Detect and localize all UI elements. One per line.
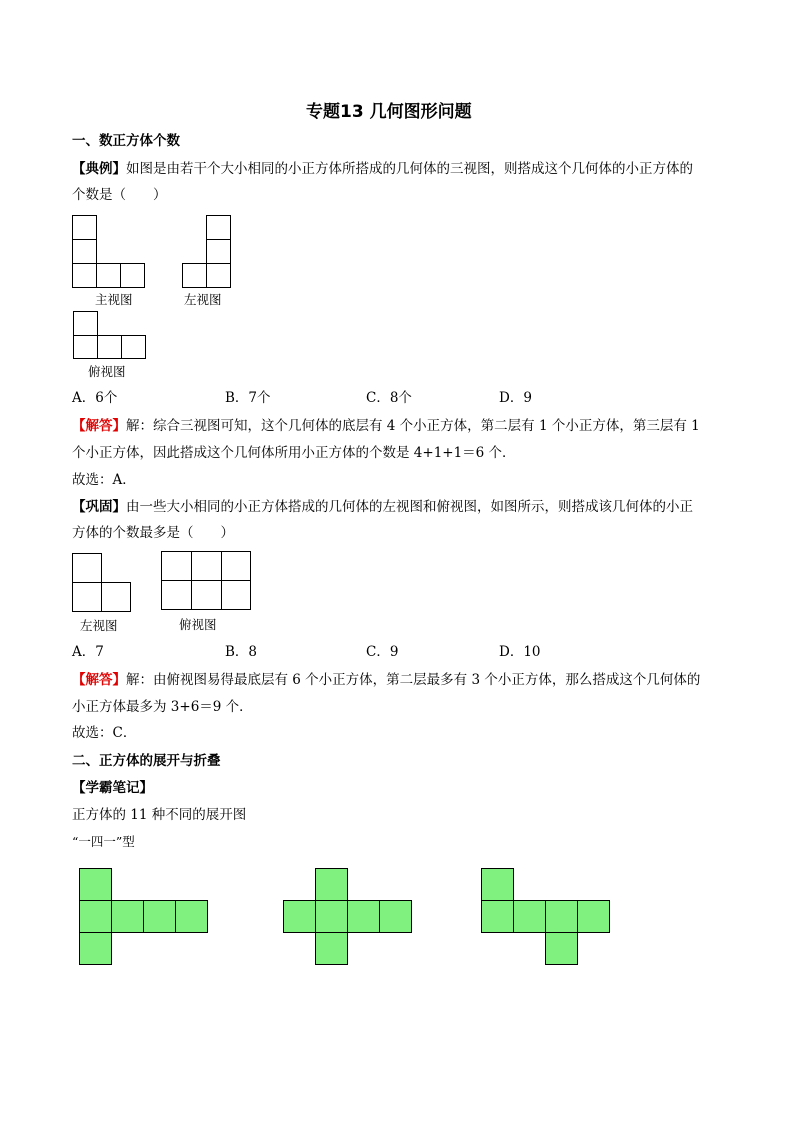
view-cell: [72, 553, 102, 583]
view-cell: [191, 551, 222, 581]
net-face: [79, 900, 112, 933]
net-face: [481, 868, 514, 901]
net-face: [175, 900, 208, 933]
practice-tag: 【巩固】: [72, 499, 126, 515]
front-view-label: 主视图: [95, 292, 133, 307]
practice-text: 由一些大小相同的小正方体搭成的几何体的左视图和俯视图，如图所示，则搭成该几何体的小正: [126, 499, 693, 515]
net-face: [315, 868, 348, 901]
net-face: [577, 900, 610, 933]
practice-option-a: A．7: [72, 644, 104, 660]
answer-text: 解：综合三视图可知，这个几何体的底层有 4 个小正方体，第二层有 1 个小正方体，第三层有 1: [126, 418, 700, 434]
practice-question-line1: [72, 497, 693, 517]
net-face: [545, 932, 578, 965]
view-cell: [72, 582, 102, 612]
view-cell: [182, 263, 207, 288]
view-cell: [97, 335, 122, 359]
view-cell: [101, 582, 131, 612]
example-question-line1: [72, 159, 693, 179]
view-cell: [206, 263, 231, 288]
view-cell: [206, 215, 231, 240]
answer-tag: 【解答】: [72, 672, 126, 688]
option-c: C．8个: [366, 390, 412, 406]
view-cell: [161, 580, 192, 610]
answer-text: 解：由俯视图易得最底层有 6 个小正方体，第二层最多有 3 个小正方体，那么搭成这个几何体的: [126, 672, 701, 688]
option-d: D．9: [499, 390, 532, 406]
view-cell: [72, 215, 97, 240]
example-tag: 【典例】: [72, 161, 126, 177]
practice-option-d: D．10: [499, 644, 541, 660]
view-cell: [120, 263, 145, 288]
practice-option-b: B．8: [225, 644, 258, 660]
net-face: [79, 868, 112, 901]
view-cell: [221, 551, 251, 581]
type-label: “一四一”型: [72, 834, 135, 849]
practice-answer-line1: [72, 670, 700, 690]
net-face: [143, 900, 176, 933]
view-cell: [96, 263, 121, 288]
view-cell: [73, 311, 98, 336]
practice-left-view-label: 左视图: [80, 618, 118, 633]
practice-question-line2: 方体的个数最多是（ ）: [72, 525, 234, 541]
net-face: [111, 900, 144, 933]
view-cell: [73, 335, 98, 359]
example-text: 如图是由若干个大小相同的小正方体所搭成的几何体的三视图，则搭成这个几何体的小正方体的: [126, 161, 693, 177]
practice-top-view-label: 俯视图: [179, 617, 217, 632]
view-cell: [221, 580, 251, 610]
net-face: [545, 900, 578, 933]
net-face: [379, 900, 412, 933]
option-a: A．6个: [72, 390, 118, 406]
view-cell: [121, 335, 146, 359]
note-tag: 【学霸笔记】: [72, 780, 153, 796]
example-question-line2: 个数是（ ）: [72, 187, 167, 203]
practice-option-c: C．9: [366, 644, 399, 660]
option-b: B．7个: [225, 390, 271, 406]
left-view-label: 左视图: [184, 292, 222, 307]
view-cell: [191, 580, 222, 610]
net-face: [315, 932, 348, 965]
net-face: [481, 900, 514, 933]
section-heading: 一、数正方体个数: [72, 133, 180, 149]
page-title: 专题13 几何图形问题: [306, 102, 472, 122]
note-line: 正方体的 11 种不同的展开图: [72, 807, 247, 823]
answer-tag: 【解答】: [72, 418, 126, 434]
view-cell: [72, 263, 97, 288]
net-face: [79, 932, 112, 965]
net-face: [283, 900, 316, 933]
section-heading: 二、正方体的展开与折叠: [72, 753, 221, 769]
view-cell: [206, 239, 231, 264]
net-face: [315, 900, 348, 933]
net-face: [513, 900, 546, 933]
practice-answer-line2: 小正方体最多为 3+6＝9 个．: [72, 699, 253, 715]
top-view-label: 俯视图: [88, 364, 126, 379]
example-choice: 故选：A．: [72, 472, 136, 488]
view-cell: [72, 239, 97, 264]
practice-choice: 故选：C．: [72, 725, 137, 741]
example-answer-line2: 个小正方体，因此搭成这个几何体所用小正方体的个数是 4+1+1＝6 个．: [72, 445, 516, 461]
view-cell: [161, 551, 192, 581]
net-face: [347, 900, 380, 933]
example-answer-line1: [72, 416, 700, 436]
